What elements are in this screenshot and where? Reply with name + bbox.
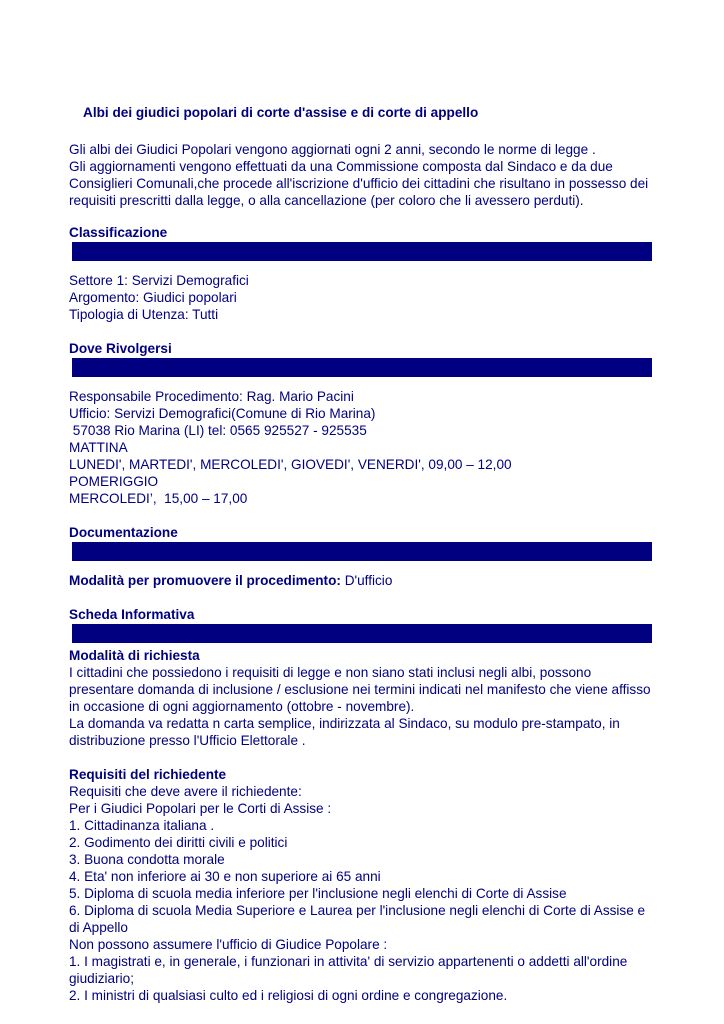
scheda-informativa-heading: Scheda Informativa xyxy=(69,607,195,622)
classificazione-settore: Settore 1: Servizi Demografici xyxy=(69,273,249,288)
list-item: 2. I ministri di qualsiasi culto ed i religiosi di ogni ordine e congregazione. xyxy=(69,988,508,1003)
list-item: 1. I magistrati e, in generale, i funzionari in attivita' di servizio appartenenti o addetti all'ordine giudiziario; xyxy=(69,954,628,986)
mattina-label: MATTINA xyxy=(69,440,128,455)
modalita-promozione-label: Modalità per promuovere il procedimento: xyxy=(69,573,341,588)
responsabile-line: Responsabile Procedimento: Rag. Mario Pacini xyxy=(69,389,354,404)
dove-rivolgersi-heading: Dove Rivolgersi xyxy=(69,341,172,356)
section-divider-bar xyxy=(72,358,652,377)
ufficio-line: Ufficio: Servizi Demografici(Comune di Rio Marina) xyxy=(69,406,376,421)
classificazione-heading: Classificazione xyxy=(69,225,168,240)
list-item: 4. Eta' non inferiore ai 30 e non superiore ai 65 anni xyxy=(69,869,381,884)
scheda-informativa-section xyxy=(69,606,659,749)
pomeriggio-hours: MERCOLEDI’, 15,00 – 17,00 xyxy=(69,491,248,506)
list-item: Per i Giudici Popolari per le Corti di Assise : xyxy=(69,801,332,816)
pomeriggio-label: POMERIGGIO xyxy=(69,474,159,489)
modalita-promozione xyxy=(69,572,659,589)
mattina-hours: LUNEDI', MARTEDI', MERCOLEDI', GIOVEDI', VENERDI', 09,00 – 12,00 xyxy=(69,457,512,472)
intro-paragraph-1: Gli albi dei Giudici Popolari vengono aggiornati ogni 2 anni, secondo le norme di legge . xyxy=(69,142,596,157)
section-divider-bar xyxy=(72,624,652,643)
address-line: 57038 Rio Marina (LI) tel: 0565 925527 - 925535 xyxy=(69,423,367,438)
list-item: Non possono assumere l'ufficio di Giudice Popolare : xyxy=(69,937,388,952)
classificazione-section xyxy=(69,224,659,323)
document-page xyxy=(69,104,659,1004)
list-item: 3. Buona condotta morale xyxy=(69,852,225,867)
list-item: 1. Cittadinanza italiana . xyxy=(69,818,215,833)
dove-rivolgersi-section xyxy=(69,340,659,507)
requisiti-section xyxy=(69,766,659,1004)
documentazione-heading: Documentazione xyxy=(69,525,178,540)
modalita-richiesta-heading: Modalità di richiesta xyxy=(69,648,200,663)
classificazione-argomento: Argomento: Giudici popolari xyxy=(69,290,237,305)
list-item: 6. Diploma di scuola Media Superiore e Laurea per l'inclusione negli elenchi di Corte di Assise e di Appello xyxy=(69,903,646,935)
section-divider-bar xyxy=(72,242,652,261)
list-item: 5. Diploma di scuola media inferiore per l'inclusione negli elenchi di Corte di Assise xyxy=(69,886,567,901)
richiesta-paragraph-2: La domanda va redatta n carta semplice, indirizzata al Sindaco, su modulo pre-stampato, in distribuzione presso l'Ufficio Elettorale . xyxy=(69,716,620,748)
section-divider-bar xyxy=(72,542,652,561)
modalita-promozione-value: D'ufficio xyxy=(340,573,393,588)
list-item: 2. Godimento dei diritti civili e politici xyxy=(69,835,288,850)
requisiti-heading: Requisiti del richiedente xyxy=(69,767,227,782)
documentazione-section xyxy=(69,524,659,589)
intro-paragraph-2: Gli aggiornamenti vengono effettuati da una Commissione composta dal Sindaco e da due Consiglieri Comunali,che procede all'iscrizione d'ufficio dei cittadini che risultano in possesso dei requisiti prescritti dalla legge, o alla cancellazione (per coloro che li avessero perduti). xyxy=(69,159,649,208)
intro-section xyxy=(69,141,659,209)
classificazione-tipologia: Tipologia di Utenza: Tutti xyxy=(69,307,219,322)
document-title: Albi dei giudici popolari di corte d'assise e di corte di appello xyxy=(83,105,479,120)
richiesta-paragraph-1: I cittadini che possiedono i requisiti di legge e non siano stati inclusi negli albi, possono presentare domanda di inclusione / esclusione nei termini indicati nel manifesto che viene affisso in occasione di ogni aggiornamento (ottobre - novembre). xyxy=(69,665,651,714)
list-item: Requisiti che deve avere il richiedente: xyxy=(69,784,302,799)
